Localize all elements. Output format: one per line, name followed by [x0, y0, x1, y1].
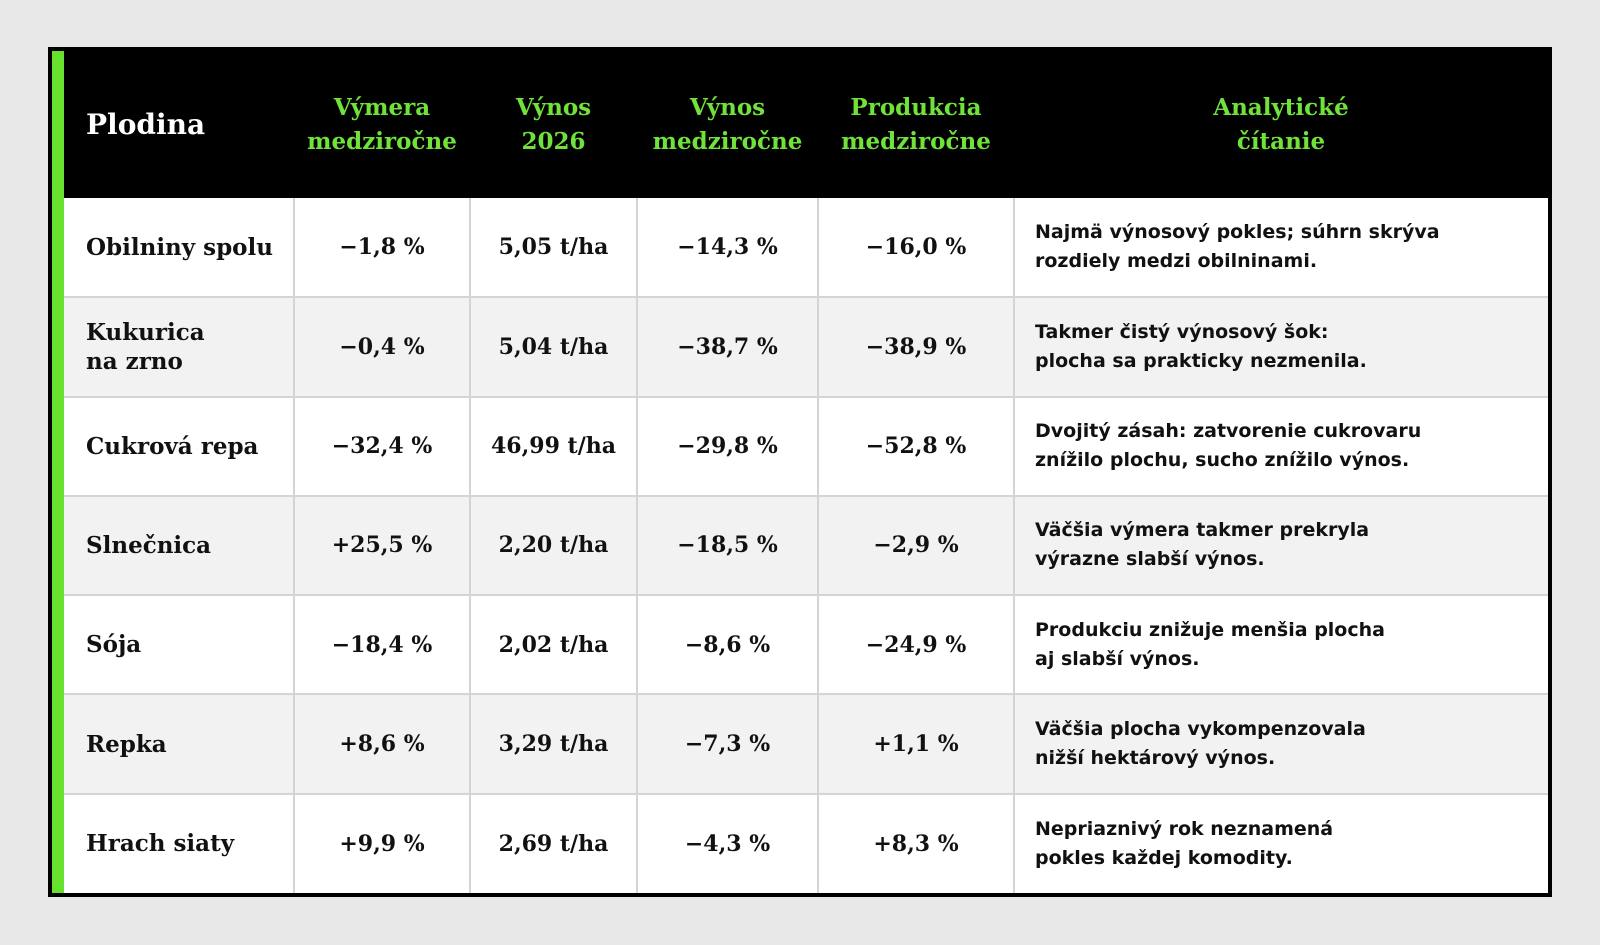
cell-area-yoy: −1,8 % — [294, 198, 470, 297]
note-line: znížilo plochu, sucho znížilo výnos. — [1035, 449, 1410, 472]
cell-yield-yoy: −29,8 % — [637, 397, 818, 496]
cell-production-yoy: −38,9 % — [818, 297, 1014, 396]
header-line: Analytické — [1213, 93, 1349, 121]
cell-analysis — [1014, 198, 1548, 297]
crop-line: Hrach siaty — [86, 830, 235, 858]
table-row — [64, 198, 1548, 297]
cell-yield-yoy: −7,3 % — [637, 694, 818, 793]
cell-yield-yoy: −14,3 % — [637, 198, 818, 297]
note-line: výrazne slabší výnos. — [1035, 548, 1265, 571]
note-line: pokles každej komodity. — [1035, 846, 1293, 869]
cell-production-yoy: −52,8 % — [818, 397, 1014, 496]
cell-crop — [64, 496, 294, 595]
note-line: Väčšia plocha vykompenzovala — [1035, 718, 1366, 741]
note-line: plocha sa prakticky nezmenila. — [1035, 349, 1367, 372]
header-line: medziročne — [652, 127, 803, 155]
crop-line: na zrno — [86, 347, 183, 375]
header-analysis — [1014, 51, 1548, 198]
table-frame — [48, 47, 1552, 897]
cell-analysis — [1014, 297, 1548, 396]
header-yield-2026 — [470, 51, 637, 198]
header-production-yoy — [818, 51, 1014, 198]
header-line: Produkcia — [850, 93, 982, 121]
cell-analysis — [1014, 496, 1548, 595]
note-line: Najmä výnosový pokles; súhrn skrýva — [1035, 221, 1440, 244]
table-row — [64, 694, 1548, 793]
header-line: medziročne — [841, 127, 991, 155]
cell-area-yoy: −0,4 % — [294, 297, 470, 396]
cell-crop — [64, 694, 294, 793]
cell-yield-yoy: −4,3 % — [637, 794, 818, 893]
cell-crop — [64, 198, 294, 297]
header-line: 2026 — [521, 127, 586, 155]
cell-yield-yoy: −38,7 % — [637, 297, 818, 396]
table-row — [64, 496, 1548, 595]
note-line: rozdiely medzi obilninami. — [1035, 250, 1318, 273]
cell-analysis — [1014, 794, 1548, 893]
accent-bar — [52, 51, 64, 893]
cell-production-yoy: +8,3 % — [818, 794, 1014, 893]
table-row — [64, 297, 1548, 396]
crop-line: Cukrová repa — [86, 432, 259, 460]
note-line: aj slabší výnos. — [1035, 647, 1200, 670]
crop-line: Kukurica — [86, 318, 205, 346]
cell-crop — [64, 297, 294, 396]
cell-yield-yoy: −18,5 % — [637, 496, 818, 595]
cell-area-yoy: −18,4 % — [294, 595, 470, 694]
header-area-yoy — [294, 51, 470, 198]
crop-table — [64, 51, 1548, 893]
header-line: čítanie — [1236, 127, 1326, 155]
table-row — [64, 794, 1548, 893]
note-line: Nepriaznivý rok neznamená — [1035, 817, 1334, 840]
crop-line: Slnečnica — [86, 531, 212, 559]
table-row — [64, 595, 1548, 694]
cell-yield: 3,29 t/ha — [470, 694, 637, 793]
crop-line: Repka — [86, 730, 167, 758]
cell-area-yoy: +25,5 % — [294, 496, 470, 595]
note-line: Dvojitý zásah: zatvorenie cukrovaru — [1035, 420, 1422, 443]
note-line: Väčšia výmera takmer prekryla — [1035, 519, 1370, 542]
header-line: Výnos — [689, 93, 766, 121]
note-line: Takmer čistý výnosový šok: — [1035, 320, 1329, 343]
cell-production-yoy: −2,9 % — [818, 496, 1014, 595]
cell-yield: 5,05 t/ha — [470, 198, 637, 297]
cell-crop — [64, 595, 294, 694]
cell-yield-yoy: −8,6 % — [637, 595, 818, 694]
cell-production-yoy: −24,9 % — [818, 595, 1014, 694]
cell-area-yoy: +8,6 % — [294, 694, 470, 793]
cell-area-yoy: +9,9 % — [294, 794, 470, 893]
header-row — [64, 51, 1548, 198]
crop-line: Obilniny spolu — [86, 233, 273, 261]
crop-line: Sója — [86, 631, 142, 659]
cell-yield: 5,04 t/ha — [470, 297, 637, 396]
header-line: Výmera — [333, 93, 431, 121]
header-line: Výnos — [515, 93, 592, 121]
cell-yield: 2,02 t/ha — [470, 595, 637, 694]
cell-analysis — [1014, 694, 1548, 793]
table-row — [64, 397, 1548, 496]
cell-crop — [64, 794, 294, 893]
cell-yield: 2,69 t/ha — [470, 794, 637, 893]
note-line: Produkciu znižuje menšia plocha — [1035, 618, 1385, 641]
note-line: nižší hektárový výnos. — [1035, 747, 1276, 770]
cell-production-yoy: +1,1 % — [818, 694, 1014, 793]
cell-crop — [64, 397, 294, 496]
cell-analysis — [1014, 397, 1548, 496]
cell-yield: 2,20 t/ha — [470, 496, 637, 595]
header-crop — [64, 51, 294, 198]
cell-analysis — [1014, 595, 1548, 694]
header-yield-yoy — [637, 51, 818, 198]
header-line: medziročne — [307, 127, 457, 155]
header-line: Plodina — [86, 107, 206, 141]
cell-yield: 46,99 t/ha — [470, 397, 637, 496]
cell-area-yoy: −32,4 % — [294, 397, 470, 496]
cell-production-yoy: −16,0 % — [818, 198, 1014, 297]
